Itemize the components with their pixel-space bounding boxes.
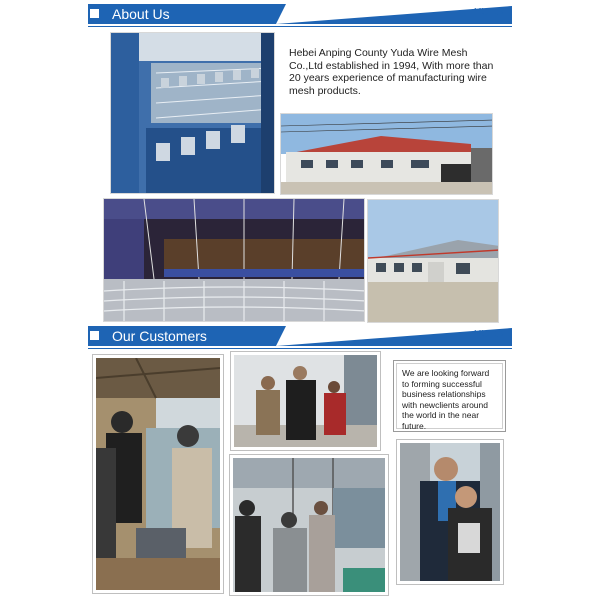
our-customers-title: Our Customers xyxy=(102,328,280,344)
customers-message-box xyxy=(393,360,506,432)
warehouse-building-photo xyxy=(367,199,499,323)
customer-portrait-photo xyxy=(396,439,504,585)
about-us-title: About Us xyxy=(102,6,280,22)
about-us-banner xyxy=(88,4,512,24)
about-us-brand: YUDA xyxy=(474,7,504,18)
banner-square-icon xyxy=(90,331,99,340)
customers-message: We are looking forward to forming successful business relationships with newclients around the world in the near future. xyxy=(396,363,503,429)
banner-square-icon xyxy=(90,9,99,18)
customer-photo-warehouse xyxy=(92,354,224,594)
banner-underline xyxy=(88,26,512,27)
customer-group-photo xyxy=(230,351,381,451)
our-customers-banner xyxy=(88,326,512,346)
production-line-photo xyxy=(103,198,365,322)
factory-machine-photo xyxy=(110,32,275,194)
our-customers-brand: YUDA xyxy=(474,329,504,340)
about-description: Hebei Anping County Yuda Wire Mesh Co.,Ltd established in 1994, With more than 20 years experience of manufacturing wire mesh products. xyxy=(289,47,494,97)
customer-visit-photo xyxy=(229,454,389,596)
banner-underline xyxy=(88,348,512,349)
factory-building-photo xyxy=(280,113,493,195)
